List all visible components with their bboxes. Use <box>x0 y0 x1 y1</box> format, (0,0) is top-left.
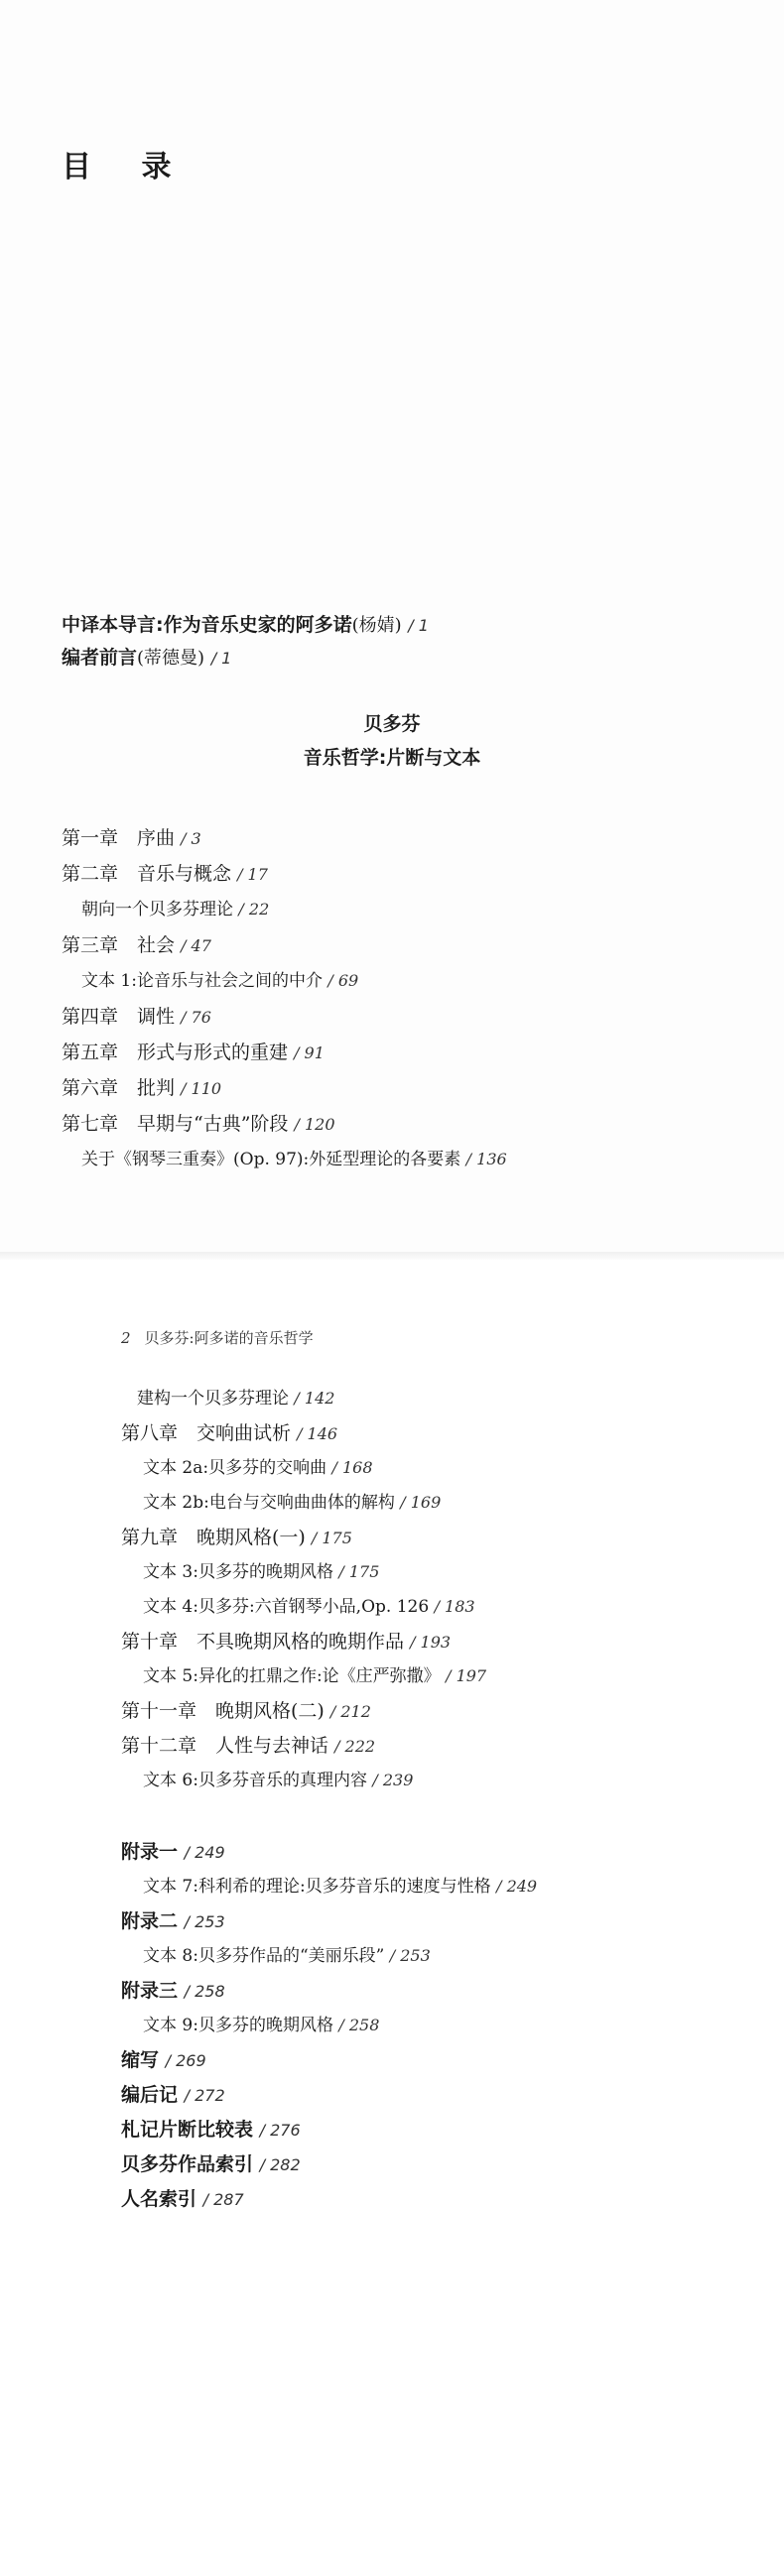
toc-entry-appendix[interactable] <box>121 1837 225 1864</box>
toc-entry-chapter[interactable] <box>62 859 268 886</box>
toc-entry-label: 缩写 <box>121 2049 160 2071</box>
toc-entry-chapter[interactable] <box>62 1109 335 1136</box>
toc-entry-label: 关于《钢琴三重奏》(Op. 97):外延型理论的各要素 <box>81 1150 461 1169</box>
toc-entry-page: / 69 <box>327 971 359 990</box>
toc-entry-label: 人名索引 <box>121 2188 197 2210</box>
toc-entry-section[interactable] <box>137 1384 334 1409</box>
toc-entry-label: 文本 4:贝多芬:六首钢琴小品,Op. 126 <box>143 1597 430 1617</box>
toc-entry-label: 文本 2a:贝多芬的交响曲 <box>143 1458 327 1478</box>
toc-entry-page: / 249 <box>184 1843 225 1862</box>
toc-entry-label: 编后记 <box>121 2084 179 2106</box>
toc-entry-label: 建构一个贝多芬理论 <box>137 1389 289 1409</box>
toc-entry-label: 文本 9:贝多芬的晚期风格 <box>143 2016 333 2035</box>
toc-entry-page: / 175 <box>311 1529 352 1547</box>
toc-entry-label: 第三章 社会 <box>62 934 176 956</box>
toc-entry-appendix[interactable] <box>121 1906 225 1933</box>
toc-entry-label: 附录三 <box>121 1980 179 2002</box>
toc-entry-page: / 258 <box>338 2016 380 2034</box>
toc-entry-page: / 91 <box>294 1043 325 1062</box>
toc-entry-page: / 258 <box>184 1982 225 2001</box>
toc-entry-page: / 193 <box>410 1633 452 1652</box>
book-subtitle: 音乐哲学:片断与文本 <box>303 747 481 769</box>
toc-entry-page: / 136 <box>465 1150 507 1168</box>
toc-entry-section[interactable] <box>143 1661 486 1686</box>
toc-entry-page: / 253 <box>184 1912 225 1931</box>
toc-entry-chapter[interactable] <box>62 930 211 957</box>
toc-entry-page: / 17 <box>237 865 268 884</box>
toc-entry-page: / 110 <box>181 1079 222 1098</box>
toc-entry-page: / 169 <box>400 1493 442 1512</box>
toc-entry-note: (杨婧) <box>351 615 402 636</box>
running-header <box>121 1327 314 1348</box>
toc-entry-label: 第五章 形式与形式的重建 <box>62 1042 289 1063</box>
toc-entry-page: / 222 <box>334 1737 376 1756</box>
toc-entry-label: 第十章 不具晚期风格的晚期作品 <box>121 1631 405 1653</box>
toc-entry-label: 附录二 <box>121 1910 179 1932</box>
toc-entry-section[interactable] <box>81 895 269 920</box>
toc-entry-label: 文本 1:论音乐与社会之间的中介 <box>81 971 323 991</box>
toc-entry-chapter[interactable] <box>62 1002 211 1029</box>
toc-entry-note: (蒂德曼) <box>137 648 205 669</box>
toc-entry-page: / 239 <box>372 1771 414 1789</box>
header-page-number: 2 <box>121 1329 131 1347</box>
toc-entry-page: / 212 <box>329 1702 371 1721</box>
toc-entry-label: 第八章 交响曲试析 <box>121 1422 292 1444</box>
toc-entry-label: 第十一章 晚期风格(二) <box>121 1700 325 1722</box>
page-one <box>0 0 784 1260</box>
toc-entry-label: 文本 3:贝多芬的晚期风格 <box>143 1562 333 1582</box>
page-two <box>0 1260 784 2576</box>
toc-entry-label: 第七章 早期与“古典”阶段 <box>62 1113 289 1135</box>
toc-entry-section[interactable] <box>81 1145 507 1169</box>
toc-entry-editor-preface[interactable] <box>62 643 231 670</box>
toc-entry-label: 第一章 序曲 <box>62 827 176 849</box>
toc-entry-page: / 3 <box>181 829 201 848</box>
toc-entry-page: / 276 <box>259 2121 301 2140</box>
toc-entry-section[interactable] <box>143 1941 431 1966</box>
toc-entry-page: / 168 <box>331 1458 373 1477</box>
toc-entry-chapter[interactable] <box>62 1038 325 1064</box>
toc-entry-backmatter[interactable] <box>121 2045 206 2072</box>
toc-entry-section[interactable] <box>143 1557 379 1582</box>
toc-entry-section[interactable] <box>143 1453 373 1478</box>
toc-entry-chapter[interactable] <box>62 823 201 850</box>
toc-entry-chapter[interactable] <box>121 1418 337 1445</box>
toc-entry-chapter[interactable] <box>62 1073 221 1100</box>
toc-entry-label: 附录一 <box>121 1841 179 1863</box>
toc-entry-label: 编者前言 <box>62 647 138 669</box>
toc-entry-chapter[interactable] <box>121 1696 371 1723</box>
toc-entry-section[interactable] <box>143 1488 441 1513</box>
header-title: 贝多芬:阿多诺的音乐哲学 <box>144 1329 314 1347</box>
toc-entry-page: / 249 <box>496 1877 538 1896</box>
toc-entry-section[interactable] <box>143 1592 475 1617</box>
toc-entry-page: / 120 <box>294 1115 335 1134</box>
toc-entry-label: 文本 5:异化的扛鼎之作:论《庄严弥撒》 <box>143 1666 441 1686</box>
book-title: 贝多芬 <box>363 713 421 735</box>
toc-entry-label: 第六章 批判 <box>62 1077 176 1099</box>
toc-entry-backmatter[interactable] <box>121 2184 244 2211</box>
toc-entry-backmatter[interactable] <box>121 2115 301 2142</box>
toc-entry-backmatter[interactable] <box>121 2149 301 2176</box>
toc-entry-chapter[interactable] <box>121 1731 375 1758</box>
toc-entry-page: / 76 <box>181 1008 211 1027</box>
toc-entry-page: / 269 <box>165 2051 206 2070</box>
toc-entry-page: / 47 <box>181 936 211 955</box>
toc-entry-page: / 272 <box>184 2086 225 2105</box>
toc-entry-page: / 282 <box>259 2155 301 2174</box>
toc-entry-label: 中译本导言:作为音乐史家的阿多诺 <box>62 614 352 636</box>
toc-entry-section[interactable] <box>143 1766 413 1790</box>
toc-entry-page: / 287 <box>202 2190 244 2209</box>
toc-entry-section[interactable] <box>143 1872 537 1897</box>
toc-entry-appendix[interactable] <box>121 1976 225 2003</box>
toc-entry-section[interactable] <box>143 2011 379 2035</box>
toc-entry-chapter[interactable] <box>121 1523 352 1549</box>
toc-entry-page: / 142 <box>294 1389 335 1408</box>
toc-entry-page: / 1 <box>210 649 232 668</box>
toc-entry-page: / 253 <box>389 1946 431 1965</box>
toc-entry-label: 文本 7:科利希的理论:贝多芬音乐的速度与性格 <box>143 1877 491 1897</box>
toc-entry-label: 文本 8:贝多芬作品的“美丽乐段” <box>143 1946 385 1966</box>
toc-title: 目 录 <box>62 150 192 184</box>
toc-entry-label: 第二章 音乐与概念 <box>62 863 232 885</box>
toc-entry-page: / 1 <box>408 616 429 635</box>
toc-entry-label: 第十二章 人性与去神话 <box>121 1735 329 1757</box>
toc-entry-label: 第四章 调性 <box>62 1006 176 1028</box>
toc-entry-page: / 183 <box>434 1597 475 1616</box>
toc-entry-label: 文本 2b:电台与交响曲曲体的解构 <box>143 1493 395 1513</box>
toc-entry-page: / 175 <box>338 1562 380 1581</box>
toc-entry-chapter[interactable] <box>121 1627 451 1654</box>
toc-entry-page: / 146 <box>297 1424 338 1443</box>
toc-entry-page: / 22 <box>238 900 270 919</box>
toc-entry-label: 札记片断比较表 <box>121 2119 254 2141</box>
toc-entry-label: 贝多芬作品索引 <box>121 2153 254 2175</box>
toc-entry-backmatter[interactable] <box>121 2080 225 2107</box>
toc-entry-label: 文本 6:贝多芬音乐的真理内容 <box>143 1771 367 1790</box>
toc-entry-page: / 197 <box>446 1666 487 1685</box>
toc-entry-label: 第九章 晚期风格(一) <box>121 1527 306 1548</box>
toc-entry-label: 朝向一个贝多芬理论 <box>81 900 233 920</box>
toc-entry-intro[interactable] <box>62 610 429 637</box>
toc-entry-section[interactable] <box>81 966 358 991</box>
